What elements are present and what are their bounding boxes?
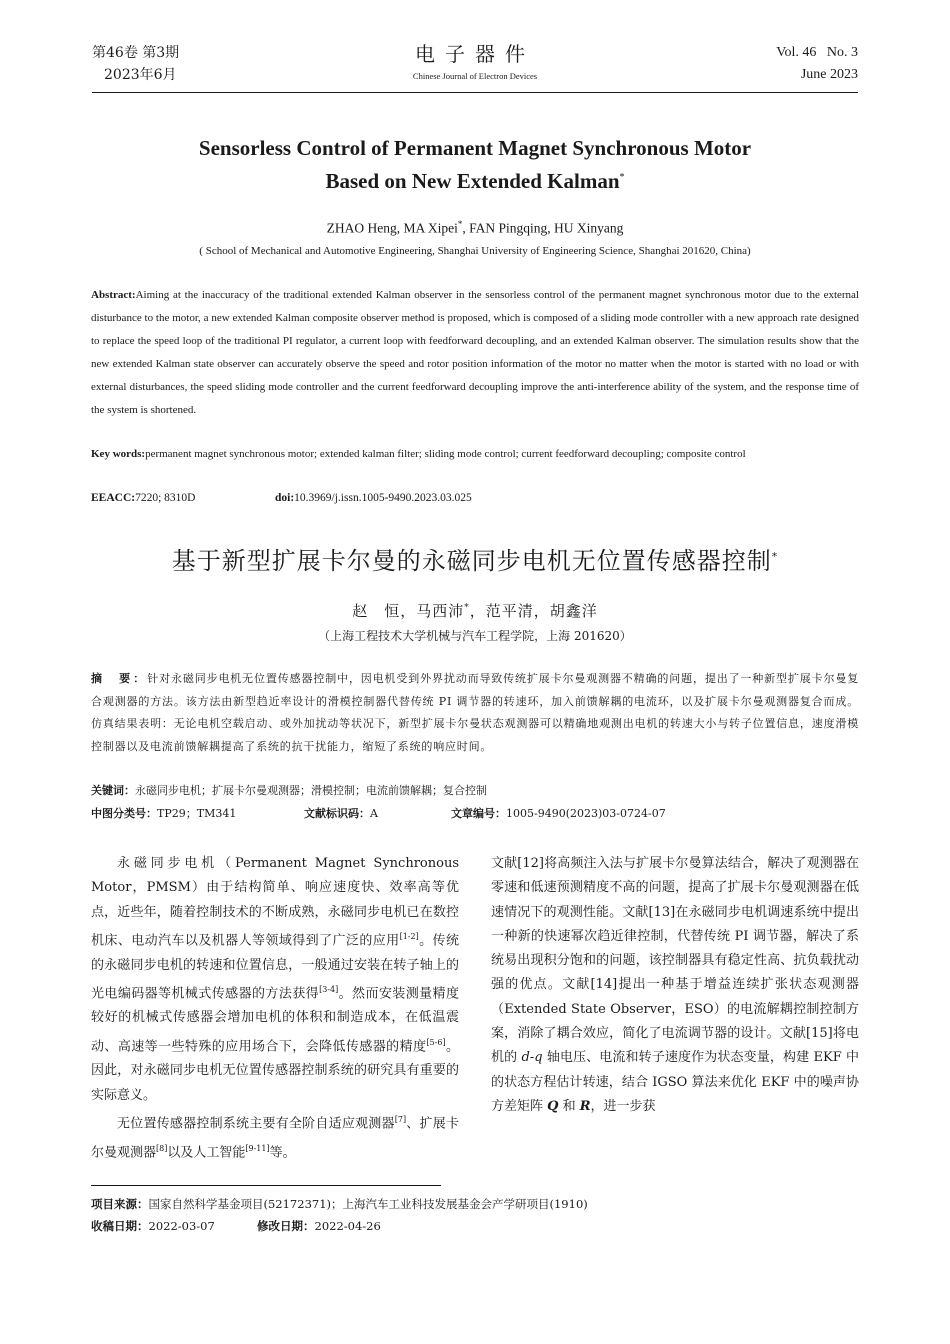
- english-keywords: [91, 443, 859, 466]
- revised-label: 修改日期：: [257, 1219, 315, 1233]
- chinese-title-mark: *: [771, 550, 779, 563]
- funding: [91, 1193, 859, 1215]
- doi: [275, 488, 472, 508]
- received: [91, 1215, 859, 1237]
- chinese-authors: [0, 600, 950, 621]
- body-column-right: [491, 852, 859, 1119]
- math-dq: d-q: [521, 1050, 543, 1066]
- english-title-line2: Based on New Extended Kalman: [325, 169, 620, 193]
- corresponding-author-mark: *: [457, 219, 463, 229]
- math-Q: Q: [547, 1098, 559, 1114]
- body-paragraph: 文献[12]将高频注入法与扩展卡尔曼算法结合，解决了观测器在零速和低速预测精度不高的问题，提高了扩展卡尔曼观测器在低速情况下的观测性能。文献[13]在永磁同步电机调速系统中提出一种新的快速幂次趋近律控制，代替传统 PI 调节器，解决了系统易出现积分饱和的问题，该控制器具有稳定性高、抗负载扰动强的优点。文献[14]提出一种基于增益连续扩张状态观测器（Extended State Observer，ESO）的电流解耦控制控制方案，消除了耦合效应，简化了电流调节器的设计。文献[15]将电机的 d-q 轴电压、电流和转子速度作为状态变量，构建 EKF 中的状态方程估计转速，结合 IGSO 算法来优化 EKF 中的噪声协方差矩阵 Q 和 R，进一步获: [491, 856, 860, 1114]
- revised: [257, 1215, 381, 1237]
- footnote: [91, 1193, 859, 1237]
- chinese-keywords-label: 关键词：: [91, 784, 135, 797]
- english-title-line1: Sensorless Control of Permanent Magnet Synchronous Motor: [198, 136, 752, 160]
- math-R: R: [579, 1098, 591, 1114]
- body-paragraph: 永磁同步电机（Permanent Magnet Synchronous Motor，PMSM）由于结构简单、响应速度快、效率高等优点，近些年，随着控制技术的不断成熟，永磁同步电机已在数控机床、电动汽车以及机器人等领域得到了广泛的应用[1-2]。传统的永磁同步电机的转速和位置信息，一般通过安装在转子轴上的光电编码器等机械式传感器的方法获得[3-4]。然而安装测量精度较好的机械式传感器会增加电机的体积和制造成本，在低温震动、高速等一些特殊的应用场合下，会降低传感器的精度[5-6]。因此，对永磁同步电机无位置传感器控制系统的研究具有重要的实际意义。: [91, 856, 459, 1103]
- citation[interactable]: [5-6]: [426, 1037, 446, 1047]
- english-affiliation: ( School of Mechanical and Automotive Engineering, Shanghai University of Engineering Science, Shanghai 201620, China): [199, 245, 751, 257]
- english-authors: [0, 219, 950, 237]
- revised-date: 2022-04-26: [314, 1219, 381, 1233]
- chinese-abstract-text: 针对永磁同步电机无位置传感器控制中，因电机受到外界扰动而导致传统扩展卡尔曼观测器不精确的问题，提出了一种新型扩展卡尔曼复合观测器的方法。该方法由新型趋近率设计的滑模控制器代替传统 PI 调节器的转速环，加入前馈解耦的电流环，以及扩展卡尔曼观测器复合而成。仿真结果表明：无论电机空载启动、或外加扰动等状况下，新型扩展卡尔曼状态观测器可以精确地观测出电机的转速大小与转子位置信息，速度滑模控制器以及电流前馈解耦提高了系统的抗干扰能力，缩短了系统的响应时间。: [91, 672, 860, 753]
- doc-code-label: 文献标识码：: [304, 807, 370, 820]
- chinese-affiliation: （上海工程技术大学机械与汽车工程学院，上海 201620）: [318, 629, 632, 643]
- chinese-title-text: 基于新型扩展卡尔曼的永磁同步电机无位置传感器控制: [171, 547, 772, 575]
- article-no: [451, 804, 666, 824]
- clc: [91, 807, 236, 820]
- article-no-label: 文章编号：: [451, 807, 506, 820]
- title-footnote-mark: *: [619, 172, 625, 183]
- eeacc-value: 7220; 8310D: [135, 492, 196, 504]
- article-no-value: 1005-9490(2023)03-0724-07: [506, 807, 666, 820]
- date-cn: 2023年6月: [104, 67, 177, 83]
- chinese-abstract: [91, 668, 859, 758]
- english-authors-part1: ZHAO Heng, MA Xipei: [326, 220, 458, 236]
- doc-code: [304, 804, 378, 824]
- english-abstract: [91, 284, 859, 422]
- volume-cn: 第46卷 第3期: [92, 45, 180, 61]
- date-en: June 2023: [800, 67, 858, 82]
- volume-en: Vol. 46 No. 3: [776, 45, 858, 60]
- citation[interactable]: [8]: [156, 1143, 168, 1153]
- footnote-rule: [91, 1185, 441, 1186]
- clc-value: TP29；TM341: [157, 807, 237, 820]
- header-rule: [92, 92, 858, 93]
- received-label: 收稿日期：: [91, 1219, 149, 1233]
- chinese-corresponding-mark: *: [464, 603, 470, 613]
- doc-code-value: A: [370, 807, 378, 820]
- keywords-text: permanent magnet synchronous motor; extended kalman filter; sliding mode control; current feedforward decoupling; composite control: [145, 448, 746, 460]
- chinese-keywords: [91, 781, 859, 801]
- doi-label: doi:: [275, 492, 295, 504]
- chinese-authors-part2: ，范平清，胡鑫洋: [469, 602, 598, 620]
- chinese-title: [0, 541, 950, 576]
- eeacc-label: EEACC:: [91, 492, 136, 504]
- doi-value[interactable]: 10.3969/j.issn.1005-9490.2023.03.025: [294, 492, 472, 504]
- clc-label: 中图分类号：: [91, 807, 157, 820]
- abstract-text: Aiming at the inaccuracy of the traditional extended Kalman observer in the sensorless control of the permanent magnet synchronous motor due to the external disturbance to the motor, a new extended Kalman composite observer method is proposed, which is composed of a sliding mode controller with a new approach rate designed to replace the speed loop of the traditional PI regulator, a current loop with feedforward decoupling, and an extended Kalman observer. The simulation results show that the new extended Kalman state observer can accurately observe the speed and rotor position information of the motor no matter when the motor is started with no load or with external disturbances, the speed sliding mode controller and the current feedforward decoupling improve the anti-interference ability of the system, and the response time of the system is shortened.: [91, 289, 859, 416]
- citation[interactable]: [3-4]: [319, 984, 339, 994]
- funding-label: 项目来源：: [91, 1197, 149, 1211]
- citation[interactable]: [7]: [394, 1114, 407, 1124]
- citation[interactable]: [1-2]: [399, 931, 419, 941]
- body-paragraph: 无位置传感器控制系统主要有全阶自适应观测器[7]、扩展卡尔曼观测器[8]以及人工智能[9-11]等。: [91, 1114, 459, 1160]
- english-title: [0, 133, 950, 196]
- chinese-authors-part1: 赵 恒，马西沛: [352, 602, 465, 620]
- chinese-keywords-text: 永磁同步电机；扩展卡尔曼观测器；滑模控制；电流前馈解耦；复合控制: [135, 784, 487, 797]
- chinese-abstract-label: 摘 要：: [91, 672, 148, 685]
- body-column-left: [91, 852, 459, 1165]
- citation[interactable]: [9-11]: [245, 1143, 270, 1153]
- funding-text: 国家自然科学基金项目(52172371)；上海汽车工业科技发展基金会产学研项目(1910): [148, 1197, 588, 1211]
- journal-name-en: Chinese Journal of Electron Devices: [412, 71, 538, 81]
- eeacc: [91, 492, 195, 504]
- english-authors-part2: , FAN Pingqing, HU Xinyang: [462, 220, 624, 236]
- keywords-label: Key words:: [91, 448, 146, 460]
- received-date: 2022-03-07: [148, 1219, 215, 1233]
- header-right: [776, 42, 858, 86]
- abstract-label: Abstract:: [91, 289, 136, 301]
- journal-name-cn: 电子器件: [415, 42, 535, 66]
- classification-line: [91, 804, 859, 824]
- eeacc-doi-line: [91, 488, 859, 508]
